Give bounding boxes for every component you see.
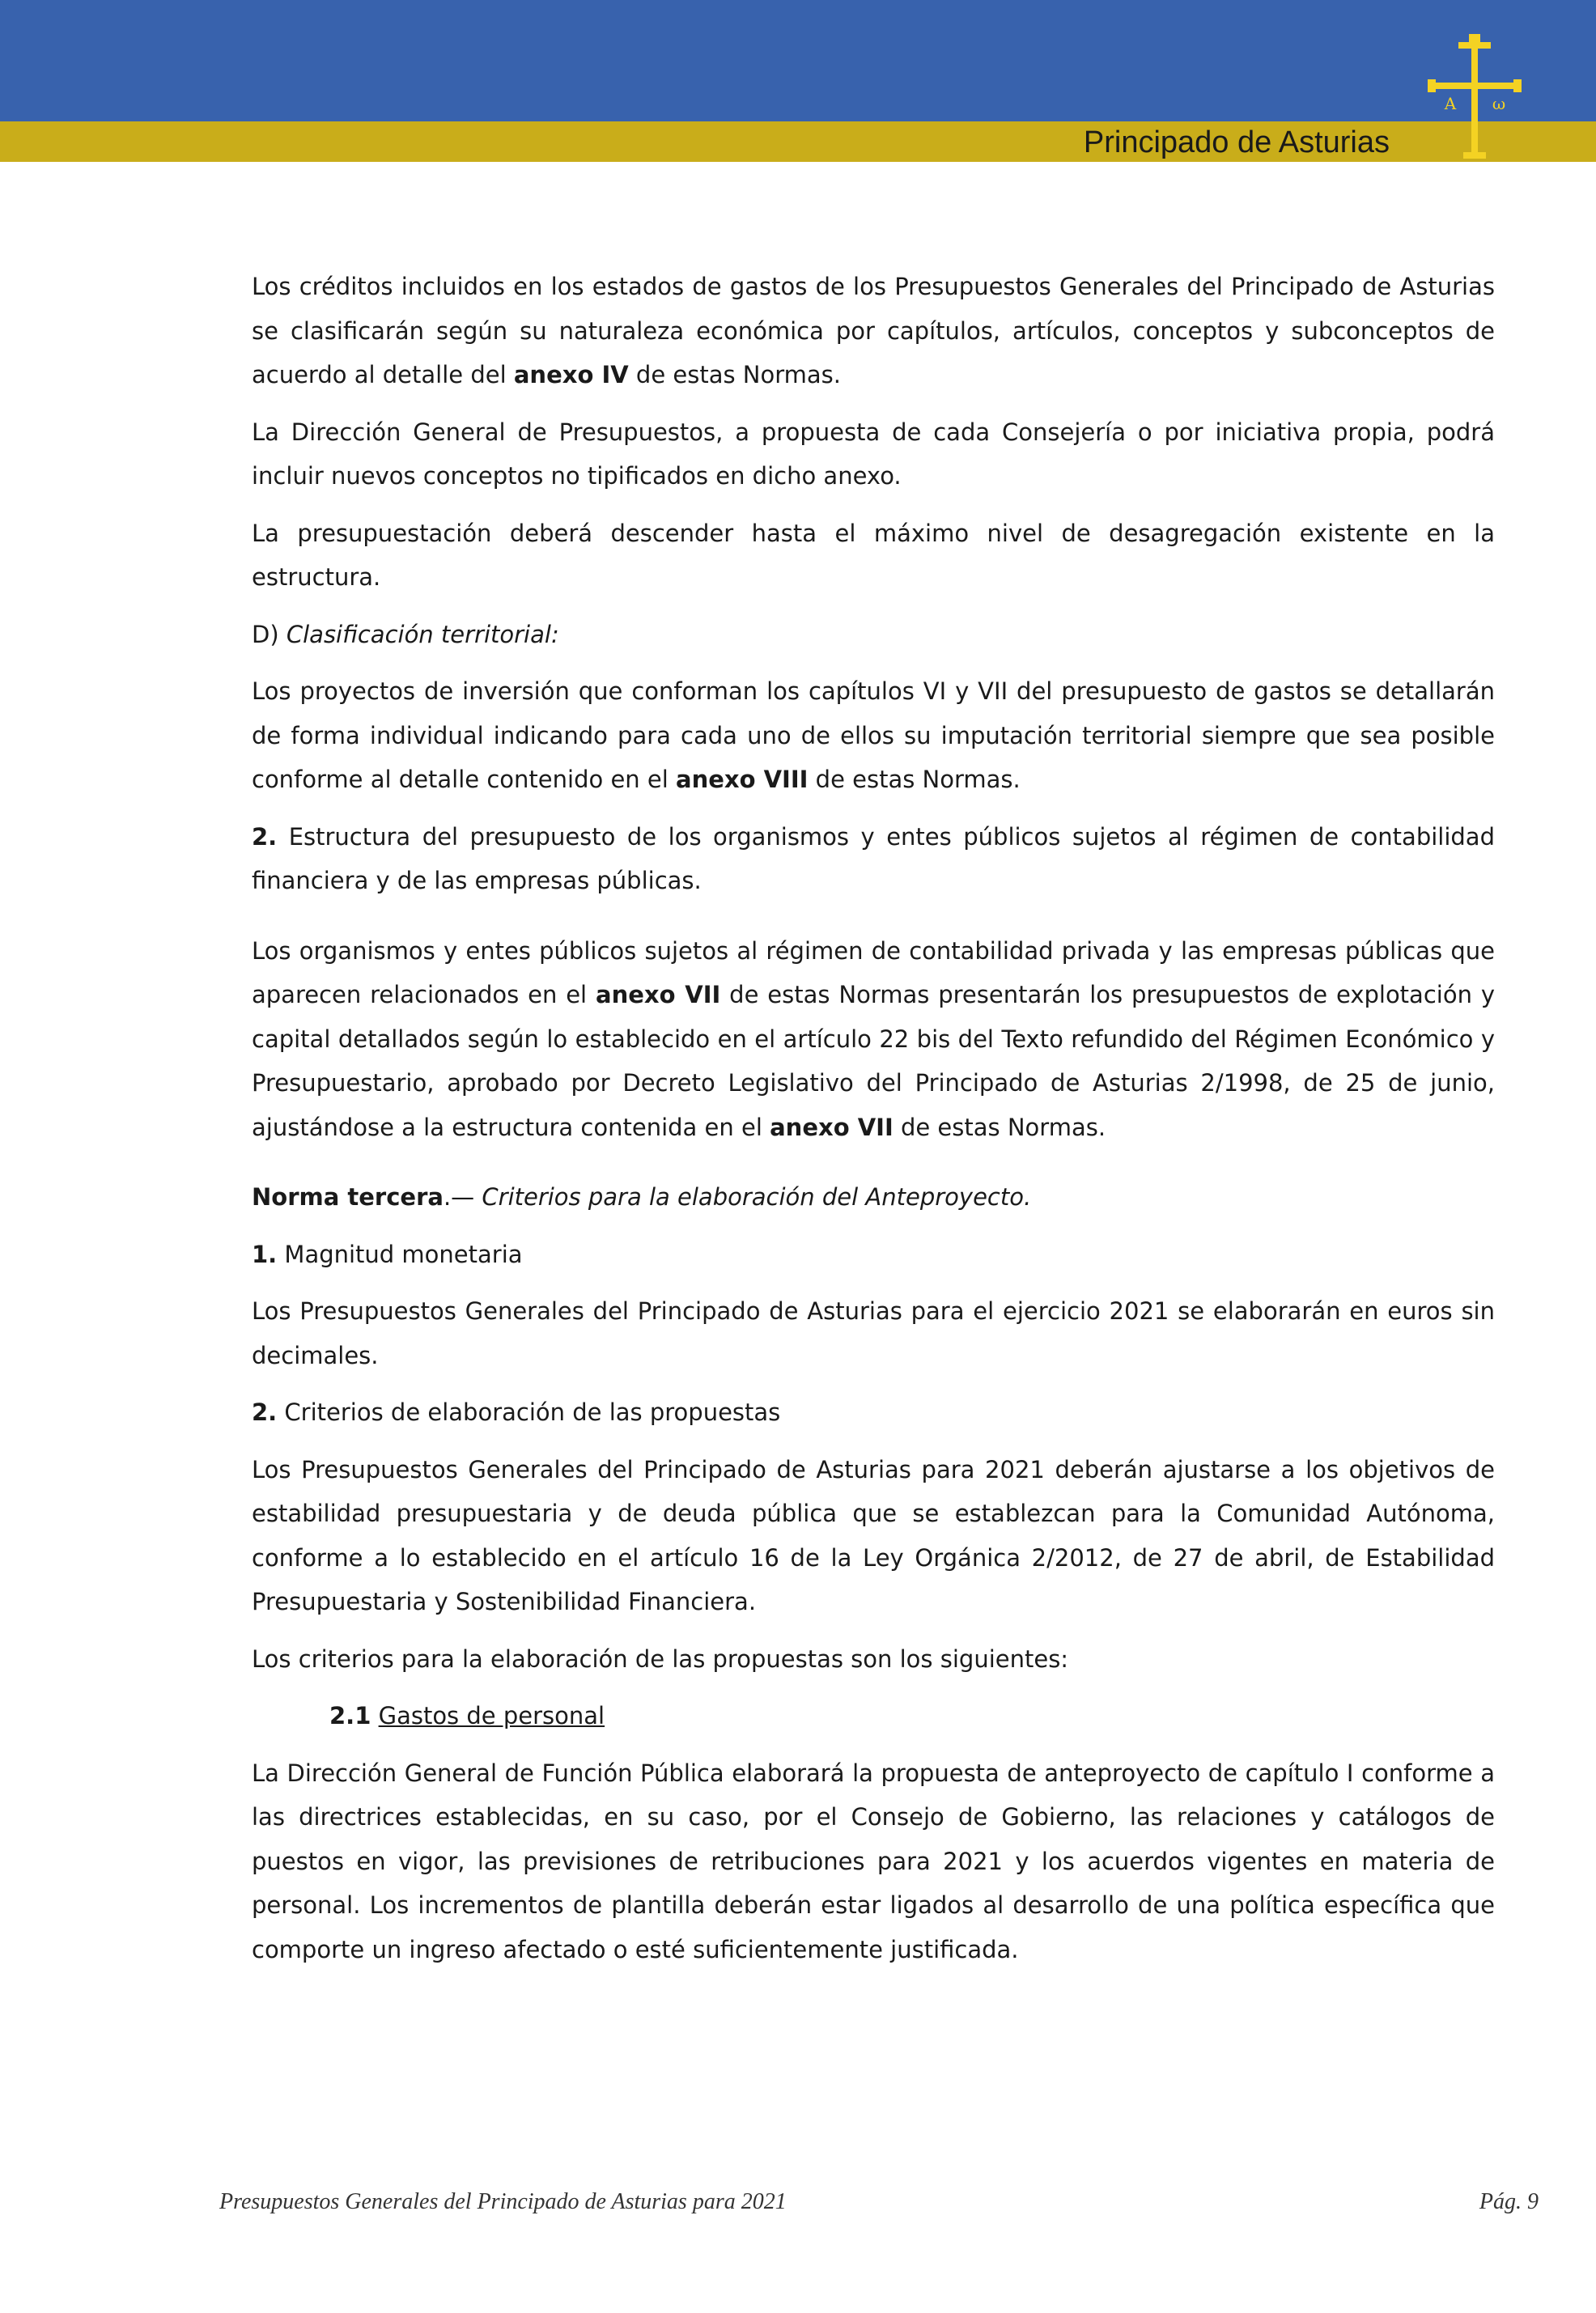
- header-banner: [0, 0, 1596, 162]
- paragraph: La presupuestación deberá descender hasta el máximo nivel de desagregación existente en la estructura.: [252, 519, 1495, 591]
- paragraph: Los criterios para la elaboración de las propuestas son los siguientes:: [252, 1645, 1069, 1673]
- section-heading: 2. Estructura del presupuesto de los organismos y entes públicos sujetos al régimen de contabilidad financiera y de las empresas públicas.: [252, 822, 1495, 894]
- paragraph: La Dirección General de Función Pública elaborará la propuesta de anteproyecto de capítulo I conforme a las directrices establecidas, en su caso, por el Consejo de Gobierno, las relaciones y catálogos de puestos en vigor, las previsiones de retribuciones para 2021 y los acuerdos vigentes en materia de personal. Los incrementos de plantilla deberán estar ligados al desarrollo de una política específica que comporte un ingreso afectado o esté suficientemente justificada.: [252, 1759, 1495, 1963]
- paragraph: Los Presupuestos Generales del Principado de Asturias para 2021 deberán ajustarse a los objetivos de estabilidad presupuestaria y de deuda pública que se establezcan para la Comunidad Autónoma, conforme a lo establecido en el artículo 16 de la Ley Orgánica 2/2012, de 27 de abril, de Estabilidad Presupuestaria y Sostenibilidad Financiera.: [252, 1455, 1495, 1615]
- paragraph: Los créditos incluidos en los estados de gastos de los Presupuestos Generales del Principado de Asturias se clasificarán según su naturaleza económica por capítulos, artículos, conceptos y subconceptos de acuerdo al detalle del anexo IV de estas Normas.: [252, 273, 1495, 388]
- paragraph: La Dirección General de Presupuestos, a propuesta de cada Consejería o por iniciativa propia, podrá incluir nuevos conceptos no tipificados en dicho anexo.: [252, 418, 1495, 490]
- document-body: [252, 265, 1495, 1984]
- paragraph: Los organismos y entes públicos sujetos al régimen de contabilidad privada y las empresas públicas que aparecen relacionados en el anexo VII de estas Normas presentarán los presupuestos de explotación y capital detallados según lo establecido en el artículo 22 bis del Texto refundido del Régimen Económico y Presupuestario, aprobado por Decreto Legislativo del Principado de Asturias 2/1998, de 25 de junio, ajustándose a la estructura contenida en el anexo VII de estas Normas.: [252, 936, 1495, 1141]
- paragraph: Los proyectos de inversión que conforman los capítulos VI y VII del presupuesto de gastos se detallarán de forma individual indicando para cada uno de ellos su imputación territorial siempre que sea posible conforme al detalle contenido en el anexo VIII de estas Normas.: [252, 677, 1495, 793]
- norm-heading: Norma tercera.— Criterios para la elaboración del Anteproyecto.: [252, 1183, 1032, 1211]
- victory-cross-icon: [1426, 32, 1523, 162]
- paragraph: Los Presupuestos Generales del Principado de Asturias para el ejercicio 2021 se elaborarán en euros sin decimales.: [252, 1297, 1495, 1369]
- page-footer: [219, 2189, 1539, 2222]
- footer-page-number: Pág. 9: [1479, 2189, 1539, 2214]
- subsection-heading: 2.1 Gastos de personal: [329, 1702, 605, 1729]
- paragraph: D) Clasificación territorial:: [252, 620, 559, 648]
- cross-letter-alpha: A: [1444, 94, 1457, 113]
- cross-letter-omega: ω: [1492, 94, 1506, 113]
- header-blue-band: [0, 0, 1596, 121]
- section-heading: 1. Magnitud monetaria: [252, 1240, 523, 1268]
- footer-document-title: Presupuestos Generales del Principado de Asturias para 2021: [219, 2189, 787, 2214]
- section-heading: 2. Criterios de elaboración de las propuestas: [252, 1398, 781, 1426]
- header-title: Principado de Asturias: [1083, 125, 1390, 159]
